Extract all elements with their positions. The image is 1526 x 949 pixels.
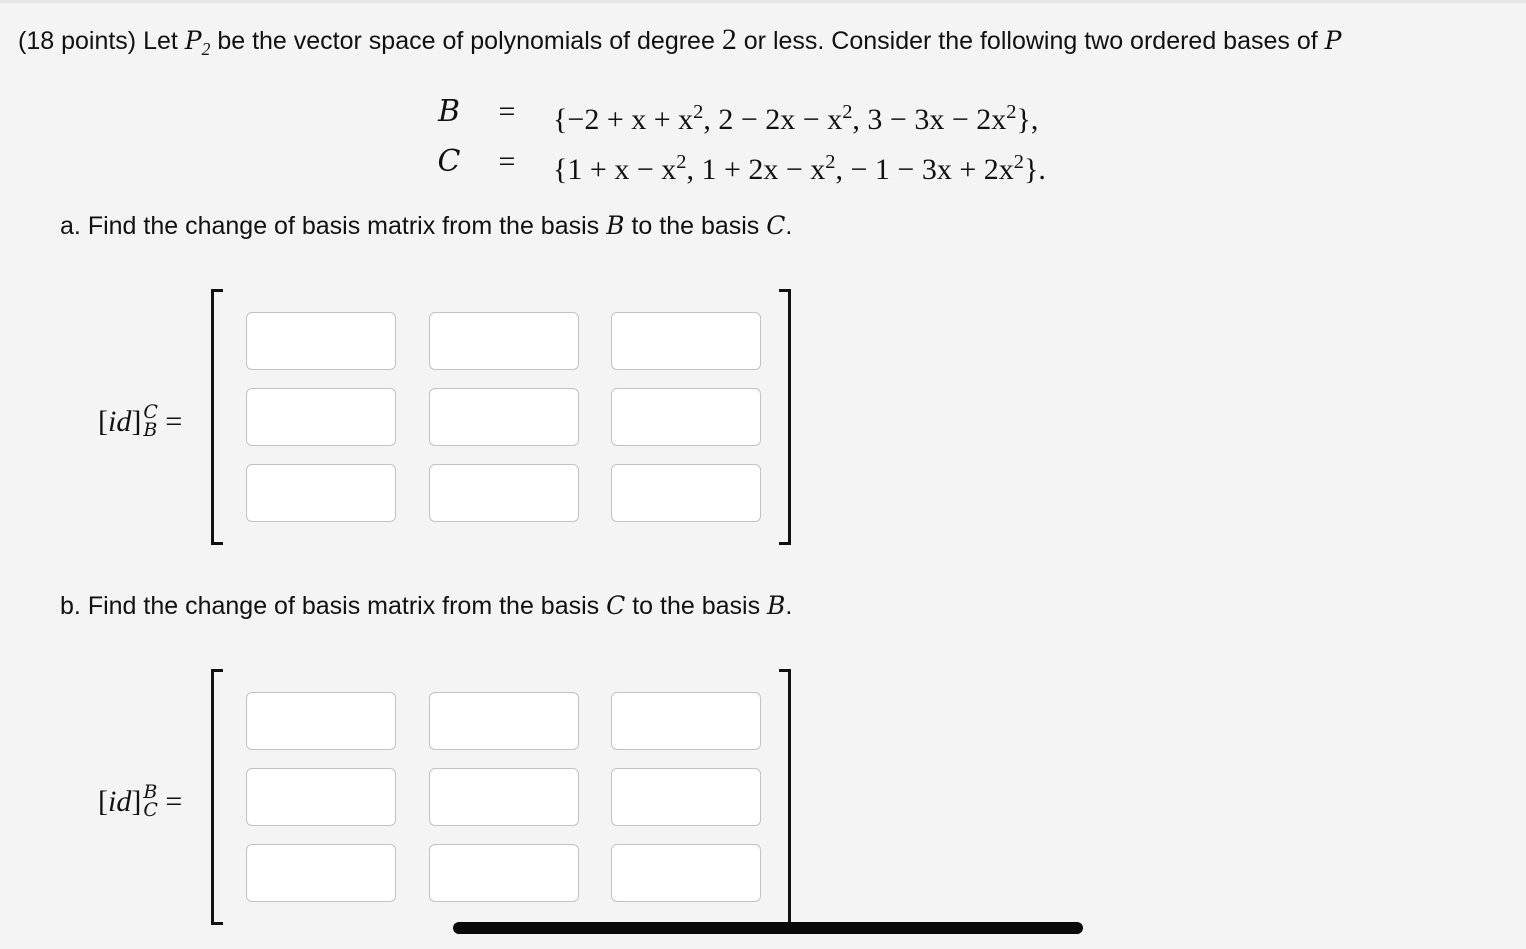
basis-b-definition — [0, 94, 1526, 137]
horizontal-scrollbar-thumb[interactable] — [453, 922, 1083, 934]
part-a-question: a. Find the change of basis matrix from the basis B to the basis C. — [60, 211, 793, 240]
matrix-b-cell-r2c2[interactable] — [429, 768, 579, 826]
matrix-b-cell-r1c1[interactable] — [246, 692, 396, 750]
statement-text-1: be the vector space of polynomials of degree — [217, 27, 715, 55]
space-symbol: $P_2$ — [184, 26, 211, 60]
matrix-a-right-bracket — [779, 289, 791, 545]
part-a-from-basis: B — [606, 211, 625, 240]
matrix-a-cell-r1c2[interactable] — [429, 312, 579, 370]
part-a-to-basis: C — [766, 211, 786, 240]
part-b-letter: b. — [60, 592, 81, 620]
top-divider — [0, 0, 1526, 3]
matrix-a-left-bracket — [211, 289, 223, 545]
matrix-a-cell-r2c2[interactable] — [429, 388, 579, 446]
points-label: (18 points) — [18, 27, 137, 55]
part-b-to-basis: B — [767, 591, 786, 620]
matrix-b-cell-r3c2[interactable] — [429, 844, 579, 902]
matrix-a-cell-r3c3[interactable] — [611, 464, 761, 522]
part-a-text: Find the change of basis matrix from the basis — [87, 212, 600, 240]
basis-b-name: B — [437, 94, 461, 129]
let-word: Let — [143, 27, 178, 55]
part-b-text: Find the change of basis matrix from the basis — [87, 592, 600, 620]
degree-value: 2 — [721, 23, 737, 56]
matrix-b-cell-r3c1[interactable] — [246, 844, 396, 902]
basis-c-name: C — [437, 144, 461, 179]
basis-c-equals: = — [498, 145, 516, 178]
matrix-b-cell-r1c2[interactable] — [429, 692, 579, 750]
matrix-a-cell-r3c2[interactable] — [429, 464, 579, 522]
matrix-a-cell-r2c3[interactable] — [611, 388, 761, 446]
matrix-a-cell-r1c1[interactable] — [246, 312, 396, 370]
matrix-b-cell-r2c3[interactable] — [611, 768, 761, 826]
matrix-b-cell-r3c3[interactable] — [611, 844, 761, 902]
matrix-b-right-bracket — [779, 669, 791, 925]
matrix-a-cell-r2c1[interactable] — [246, 388, 396, 446]
matrix-a-cell-r3c1[interactable] — [246, 464, 396, 522]
basis-c-definition — [0, 144, 1526, 187]
matrix-a-cell-r1c3[interactable] — [611, 312, 761, 370]
part-b-middle-text: to the basis — [632, 592, 761, 620]
trailing-space-symbol: P — [1324, 26, 1342, 55]
matrix-b-cell-r1c3[interactable] — [611, 692, 761, 750]
matrix-a-label: [id] C B = — [98, 401, 183, 441]
basis-c-set: {$1 + x - x^2$, $1 + 2x - x^2$, − $1 - 3x + 2x^2$}. — [553, 151, 1046, 187]
matrix-b-cell-r2c1[interactable] — [246, 768, 396, 826]
part-b-question: b. Find the change of basis matrix from the basis C to the basis B. — [60, 591, 793, 620]
basis-b-equals: = — [498, 95, 516, 128]
part-b-from-basis: C — [606, 591, 626, 620]
basis-b-set: {$-2 + x + x^2$, $2 - 2x - x^2$, $3 - 3x - 2x^2$}, — [553, 101, 1039, 137]
statement-text-2: or less. Consider the following two ordered bases of — [743, 27, 1318, 55]
matrix-b-label: [id] B C = — [98, 781, 183, 821]
matrix-b-left-bracket — [211, 669, 223, 925]
part-a-middle-text: to the basis — [631, 212, 760, 240]
part-a-letter: a. — [60, 212, 81, 240]
space-subscript: 2 — [201, 39, 211, 60]
problem-statement — [18, 22, 1341, 67]
